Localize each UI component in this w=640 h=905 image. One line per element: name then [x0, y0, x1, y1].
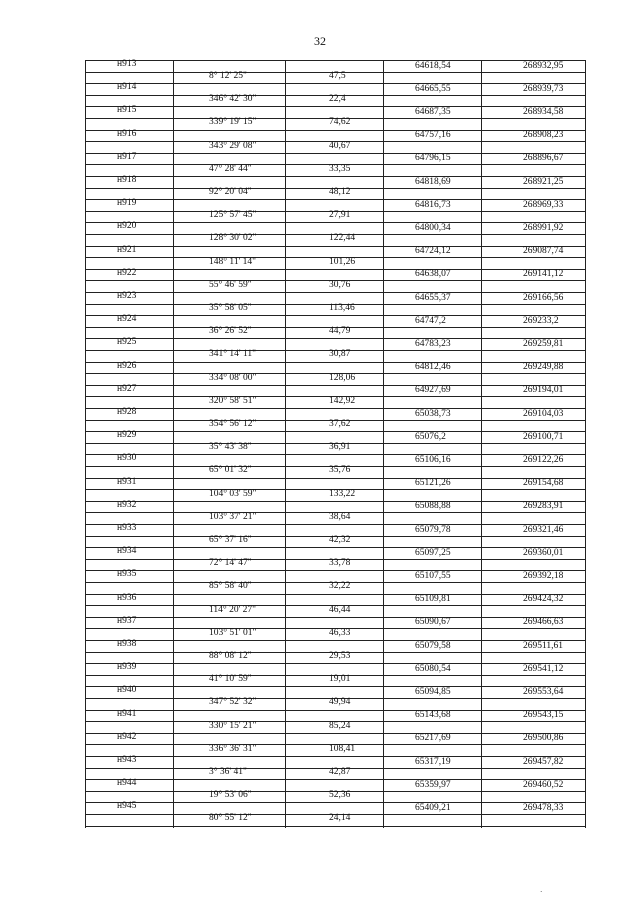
table-row [85, 106, 586, 129]
direction-angle-cell: 103° 51' 01" [209, 627, 257, 638]
table-row [85, 570, 586, 593]
x-coordinate-cell: 65217,69 [415, 733, 451, 744]
x-coordinate-cell: 65038,73 [415, 408, 451, 419]
y-coordinate-cell: 269087,74 [523, 246, 564, 257]
y-coordinate-cell: 269424,32 [523, 594, 564, 605]
direction-angle-cell: 339° 19' 15" [209, 117, 257, 128]
row-line [85, 83, 586, 84]
distance-cell: 32,22 [329, 581, 351, 592]
y-coordinate-cell: 269466,63 [523, 617, 564, 628]
table-row [85, 501, 586, 524]
point-id-cell: н929 [117, 430, 137, 441]
row-line [85, 408, 586, 409]
direction-angle-cell: 347° 52' 32" [209, 697, 257, 708]
x-coordinate-cell: 65121,26 [415, 478, 451, 489]
x-coordinate-cell: 65079,58 [415, 640, 451, 651]
x-coordinate-cell: 65097,25 [415, 547, 451, 558]
table-row [85, 547, 586, 570]
distance-cell: 74,62 [329, 117, 351, 128]
coordinate-table [85, 60, 586, 828]
y-coordinate-cell: 269259,81 [523, 338, 564, 349]
y-coordinate-cell: 268908,23 [523, 130, 564, 141]
y-coordinate-cell: 269553,64 [523, 686, 564, 697]
point-id-cell: н923 [117, 291, 137, 301]
y-coordinate-cell: 269283,91 [523, 501, 564, 512]
table-row [85, 315, 586, 338]
point-id-cell: н935 [117, 569, 137, 580]
point-id-cell: н917 [117, 151, 137, 162]
distance-cell: 113,46 [329, 303, 355, 314]
direction-angle-cell: 35° 58' 05" [209, 303, 252, 314]
distance-cell: 38,64 [329, 511, 351, 522]
table-row [85, 269, 586, 292]
distance-cell: 33,78 [329, 558, 351, 569]
point-id-cell: н943 [117, 755, 137, 765]
point-id-cell: н930 [117, 453, 137, 464]
y-coordinate-cell: 269104,03 [523, 408, 564, 419]
y-coordinate-cell: 269321,46 [523, 524, 564, 535]
row-line [85, 199, 586, 200]
point-id-cell: н928 [117, 407, 137, 417]
point-id-cell: н924 [117, 314, 137, 325]
direction-angle-cell: 35° 43' 38" [209, 442, 252, 453]
direction-angle-cell: 336° 36' 31" [209, 743, 257, 754]
point-id-cell: н933 [117, 523, 137, 533]
distance-cell: 30,87 [329, 349, 351, 360]
direction-angle-cell: 104° 03' 59" [209, 488, 257, 499]
point-id-cell: н939 [117, 662, 137, 673]
point-id-cell: н940 [117, 685, 137, 696]
table-row [85, 338, 586, 361]
x-coordinate-cell: 65143,68 [415, 710, 451, 721]
direction-angle-cell: 65° 01' 32" [209, 465, 252, 476]
row-line [85, 454, 586, 455]
distance-cell: 122,44 [329, 233, 356, 244]
row-line [85, 501, 586, 502]
x-coordinate-cell: 64800,34 [415, 222, 451, 233]
y-coordinate-cell: 269500,86 [523, 733, 564, 744]
table-row [85, 176, 586, 199]
y-coordinate-cell: 269233,2 [523, 315, 559, 326]
row-line [85, 222, 586, 223]
direction-angle-cell: 341° 14' 11" [209, 349, 257, 360]
point-id-cell: н920 [117, 221, 137, 232]
row-line [85, 802, 586, 803]
x-coordinate-cell: 64812,46 [415, 362, 451, 373]
y-coordinate-cell: 269100,71 [523, 431, 564, 442]
table-row [85, 710, 586, 733]
x-coordinate-cell: 64783,23 [415, 338, 451, 349]
row-line [85, 60, 586, 61]
row-line [85, 292, 586, 293]
table-row [85, 733, 586, 756]
row-line [85, 733, 586, 734]
row-line [85, 385, 586, 386]
table-row [85, 83, 586, 106]
x-coordinate-cell: 64818,69 [415, 176, 451, 187]
direction-angle-cell: 148° 11' 14" [209, 256, 257, 267]
direction-angle-cell: 330° 15' 21" [209, 720, 257, 731]
y-coordinate-cell: 269478,33 [523, 802, 564, 813]
distance-cell: 35,76 [329, 465, 351, 476]
x-coordinate-cell: 65317,19 [415, 756, 451, 767]
table-row [85, 640, 586, 663]
point-id-cell: н918 [117, 175, 137, 185]
direction-angle-cell: 346° 42' 30" [209, 94, 257, 105]
distance-cell: 142,92 [329, 395, 356, 406]
table-row [85, 802, 586, 825]
row-line [85, 756, 586, 757]
y-coordinate-cell: 269457,82 [523, 756, 564, 767]
y-coordinate-cell: 268969,33 [523, 199, 564, 210]
distance-cell: 22,4 [329, 94, 346, 105]
row-line [85, 431, 586, 432]
row-line [85, 686, 586, 687]
y-coordinate-cell: 269122,26 [523, 454, 564, 465]
distance-cell: 47,5 [329, 71, 346, 82]
point-id-cell: н945 [117, 801, 137, 812]
y-coordinate-cell: 268896,67 [523, 153, 564, 164]
distance-cell: 46,44 [329, 604, 351, 615]
point-id-cell: н931 [117, 476, 137, 487]
distance-cell: 48,12 [329, 187, 351, 198]
row-line [85, 617, 586, 618]
direction-angle-cell: 72° 14' 47" [209, 558, 252, 569]
table-row [85, 779, 586, 802]
direction-angle-cell: 3° 36' 41" [209, 767, 247, 778]
distance-cell: 37,62 [329, 419, 351, 430]
point-id-cell: н936 [117, 592, 137, 603]
row-line [85, 246, 586, 247]
distance-cell: 30,76 [329, 279, 351, 290]
x-coordinate-cell: 64724,12 [415, 246, 451, 257]
direction-angle-cell: 80° 55' 12" [209, 813, 252, 824]
direction-angle-cell: 36° 26' 52" [209, 326, 252, 337]
table-row [85, 594, 586, 617]
row-line [85, 338, 586, 339]
point-id-cell: н919 [117, 198, 137, 209]
y-coordinate-cell: 268991,92 [523, 222, 564, 233]
point-id-cell: н937 [117, 615, 137, 626]
distance-cell: 42,32 [329, 535, 351, 546]
point-id-cell: н932 [117, 499, 137, 510]
table-row [85, 663, 586, 686]
row-line [85, 710, 586, 711]
table-row [85, 60, 586, 83]
x-coordinate-cell: 65088,88 [415, 501, 451, 512]
point-id-cell: н915 [117, 105, 137, 116]
distance-cell: 27,91 [329, 210, 351, 221]
y-coordinate-cell: 268939,73 [523, 83, 564, 94]
point-id-cell: н926 [117, 360, 137, 371]
y-coordinate-cell: 269141,12 [523, 269, 564, 280]
scan-mark: · [540, 888, 543, 896]
x-coordinate-cell: 64816,73 [415, 199, 451, 210]
point-id-cell: н922 [117, 267, 137, 278]
direction-angle-cell: 88° 08' 12" [209, 651, 252, 662]
distance-cell: 85,24 [329, 720, 351, 731]
row-line [85, 269, 586, 270]
distance-cell: 108,41 [329, 743, 356, 754]
row-line [85, 663, 586, 664]
row-line [85, 547, 586, 548]
x-coordinate-cell: 65409,21 [415, 802, 451, 813]
distance-cell: 128,06 [329, 372, 356, 383]
point-id-cell: н941 [117, 708, 137, 719]
x-coordinate-cell: 65094,85 [415, 686, 451, 697]
y-coordinate-cell: 269392,18 [523, 570, 564, 581]
table-row [85, 246, 586, 269]
x-coordinate-cell: 64747,2 [415, 315, 446, 326]
x-coordinate-cell: 64638,07 [415, 269, 451, 280]
direction-angle-cell: 85° 58' 40" [209, 581, 252, 592]
table-row [85, 617, 586, 640]
row-line [85, 153, 586, 154]
distance-cell: 44,79 [329, 326, 351, 337]
x-coordinate-cell: 65076,2 [415, 431, 446, 442]
row-line [85, 478, 586, 479]
direction-angle-cell: 41° 10' 59" [209, 674, 252, 685]
x-coordinate-cell: 65109,81 [415, 594, 451, 605]
point-id-cell: н942 [117, 731, 137, 742]
distance-cell: 19,01 [329, 674, 351, 685]
x-coordinate-cell: 64655,37 [415, 292, 451, 303]
table-row [85, 222, 586, 245]
x-coordinate-cell: 65107,55 [415, 570, 451, 581]
distance-cell: 101,26 [329, 256, 356, 267]
table-row [85, 454, 586, 477]
page-number: 32 [314, 34, 326, 48]
y-coordinate-cell: 269166,56 [523, 292, 564, 303]
direction-angle-cell: 334° 08' 00" [209, 372, 257, 383]
row-line [85, 570, 586, 571]
x-coordinate-cell: 64927,69 [415, 385, 451, 396]
table-row [85, 408, 586, 431]
distance-cell: 40,67 [329, 140, 351, 151]
table-row [85, 153, 586, 176]
row-line [85, 106, 586, 107]
table-row [85, 524, 586, 547]
direction-angle-cell: 114° 20' 27" [209, 604, 257, 615]
direction-angle-cell: 320° 58' 51" [209, 395, 257, 406]
distance-cell: 36,91 [329, 442, 351, 453]
row-line [85, 594, 586, 595]
point-id-cell: н916 [117, 128, 137, 139]
direction-angle-cell: 65° 37' 16" [209, 535, 252, 546]
point-id-cell: н934 [117, 546, 137, 557]
y-coordinate-cell: 269154,68 [523, 478, 564, 489]
row-line [85, 130, 586, 131]
x-coordinate-cell: 64618,54 [415, 60, 451, 71]
table-row [85, 431, 586, 454]
row-line [85, 640, 586, 641]
direction-angle-cell: 19° 53' 06" [209, 790, 252, 801]
table-row [85, 199, 586, 222]
direction-angle-cell: 8° 12' 25" [209, 71, 247, 82]
y-coordinate-cell: 269360,01 [523, 547, 564, 558]
x-coordinate-cell: 65090,67 [415, 617, 451, 628]
direction-angle-cell: 128° 30' 02" [209, 233, 257, 244]
distance-cell: 46,33 [329, 627, 351, 638]
table-row [85, 130, 586, 153]
row-line [85, 176, 586, 177]
row-line [85, 315, 586, 316]
x-coordinate-cell: 64687,35 [415, 106, 451, 117]
row-line [85, 362, 586, 363]
point-id-cell: н913 [117, 59, 137, 69]
x-coordinate-cell: 64665,55 [415, 83, 451, 94]
point-id-cell: н921 [117, 244, 137, 255]
point-id-cell: н914 [117, 82, 137, 93]
row-line [85, 524, 586, 525]
y-coordinate-cell: 268932,95 [523, 60, 564, 71]
distance-cell: 29,53 [329, 651, 351, 662]
y-coordinate-cell: 269194,01 [523, 385, 564, 396]
y-coordinate-cell: 269511,61 [523, 640, 564, 651]
point-id-cell: н925 [117, 337, 137, 348]
distance-cell: 52,36 [329, 790, 351, 801]
distance-cell: 42,87 [329, 767, 351, 778]
direction-angle-cell: 354° 56' 12" [209, 419, 257, 430]
direction-angle-cell: 343° 29' 08" [209, 140, 257, 151]
table-row [85, 756, 586, 779]
y-coordinate-cell: 269249,88 [523, 362, 564, 373]
direction-angle-cell: 47° 28' 44" [209, 163, 252, 174]
y-coordinate-cell: 269543,15 [523, 710, 564, 721]
x-coordinate-cell: 65359,97 [415, 779, 451, 790]
distance-cell: 33,35 [329, 163, 351, 174]
distance-cell: 133,22 [329, 488, 356, 499]
direction-angle-cell: 55° 46' 59" [209, 279, 252, 290]
table-row [85, 478, 586, 501]
direction-angle-cell: 125° 57' 45" [209, 210, 257, 221]
x-coordinate-cell: 64796,15 [415, 153, 451, 164]
point-id-cell: н927 [117, 383, 137, 394]
table-row [85, 385, 586, 408]
direction-angle-cell: 92° 20' 04" [209, 187, 252, 198]
table-row [85, 292, 586, 315]
x-coordinate-cell: 65106,16 [415, 454, 451, 465]
y-coordinate-cell: 269541,12 [523, 663, 564, 674]
point-id-cell: н944 [117, 778, 137, 789]
table-row [85, 686, 586, 709]
x-coordinate-cell: 64757,16 [415, 130, 451, 141]
y-coordinate-cell: 268934,58 [523, 106, 564, 117]
y-coordinate-cell: 269460,52 [523, 779, 564, 790]
x-coordinate-cell: 65080,54 [415, 663, 451, 674]
distance-cell: 49,94 [329, 697, 351, 708]
x-coordinate-cell: 65079,78 [415, 524, 451, 535]
row-line [85, 779, 586, 780]
distance-cell: 24,14 [329, 813, 351, 824]
point-id-cell: н938 [117, 639, 137, 649]
direction-angle-cell: 103° 37' 21" [209, 511, 257, 522]
y-coordinate-cell: 268921,25 [523, 176, 564, 187]
table-border-bottom [85, 826, 586, 827]
table-row [85, 362, 586, 385]
